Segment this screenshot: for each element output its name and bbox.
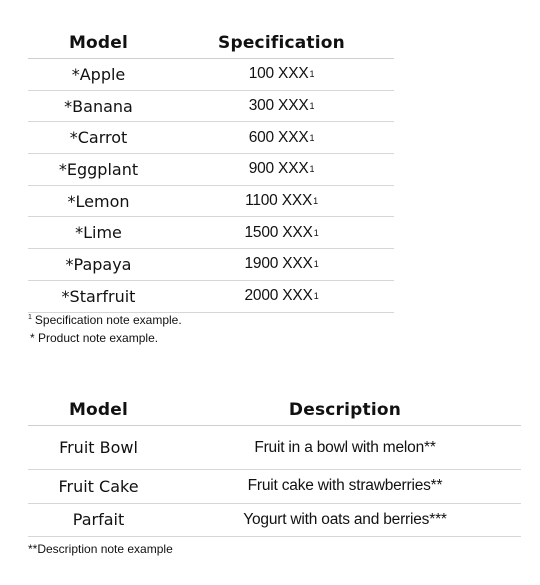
table-row xyxy=(28,426,521,470)
model-cell: *Papaya xyxy=(65,254,132,274)
specification-value: 100 XXX xyxy=(248,65,309,83)
description-notes xyxy=(28,540,173,558)
description-cell: Yogurt with oats and berries*** xyxy=(243,510,447,528)
table-row xyxy=(28,470,521,504)
specification-column-header: Specification xyxy=(218,32,345,53)
specification-cell: 1500 XXX 1 xyxy=(244,223,319,241)
table-row xyxy=(28,217,394,249)
specification-note xyxy=(28,311,182,329)
specification-cell: 1900 XXX 1 xyxy=(244,255,319,273)
model-cell: *Lemon xyxy=(67,191,130,211)
specification-cell: 900 XXX 1 xyxy=(248,160,315,178)
specification-table xyxy=(28,27,394,313)
specification-value: 2000 XXX xyxy=(244,287,313,305)
description-cell: Fruit cake with strawberries** xyxy=(247,477,443,495)
specification-value: 600 XXX xyxy=(248,128,309,146)
table-row xyxy=(28,504,521,538)
model-cell: *Banana xyxy=(64,96,133,116)
specification-value: 1100 XXX xyxy=(245,192,313,210)
table-row xyxy=(28,122,394,154)
table-row xyxy=(28,281,394,313)
product-note xyxy=(28,329,182,347)
footnote-marker: 1 xyxy=(28,314,32,321)
model-column-header: Model xyxy=(68,399,129,420)
model-cell: *Starfruit xyxy=(61,286,136,306)
model-cell: Parfait xyxy=(72,510,125,530)
table-header-row xyxy=(28,27,394,59)
model-cell: Fruit Cake xyxy=(58,476,139,496)
specification-cell: 300 XXX 1 xyxy=(248,97,315,115)
table-row xyxy=(28,59,394,91)
model-cell: *Apple xyxy=(71,64,126,84)
specification-value: 1500 XXX xyxy=(244,223,313,241)
specification-value: 900 XXX xyxy=(248,160,309,178)
description-table xyxy=(28,394,521,537)
description-column-header: Description xyxy=(288,399,402,420)
table-row xyxy=(28,154,394,186)
specification-cell: 2000 XXX 1 xyxy=(244,287,319,305)
specification-cell: 600 XXX 1 xyxy=(248,128,315,146)
model-column-header: Model xyxy=(68,32,129,53)
model-cell: Fruit Bowl xyxy=(59,438,138,457)
table-row xyxy=(28,249,394,281)
note-text: Specification note example. xyxy=(34,313,182,327)
table-header-row xyxy=(28,394,521,426)
model-cell: *Carrot xyxy=(69,128,128,148)
table-row xyxy=(28,91,394,123)
note-text: * Product note example. xyxy=(30,331,159,345)
model-cell: *Eggplant xyxy=(58,159,139,179)
specification-cell: 1100 XXX 1 xyxy=(245,192,318,210)
specification-value: 1900 XXX xyxy=(244,255,313,273)
specification-value: 300 XXX xyxy=(248,97,309,115)
description-cell: Fruit in a bowl with melon** xyxy=(254,438,436,456)
specification-cell: 100 XXX 1 xyxy=(248,65,315,83)
specification-notes xyxy=(28,311,182,347)
description-note: **Description note example xyxy=(28,542,173,556)
model-cell: *Lime xyxy=(75,223,122,243)
table-row xyxy=(28,186,394,218)
